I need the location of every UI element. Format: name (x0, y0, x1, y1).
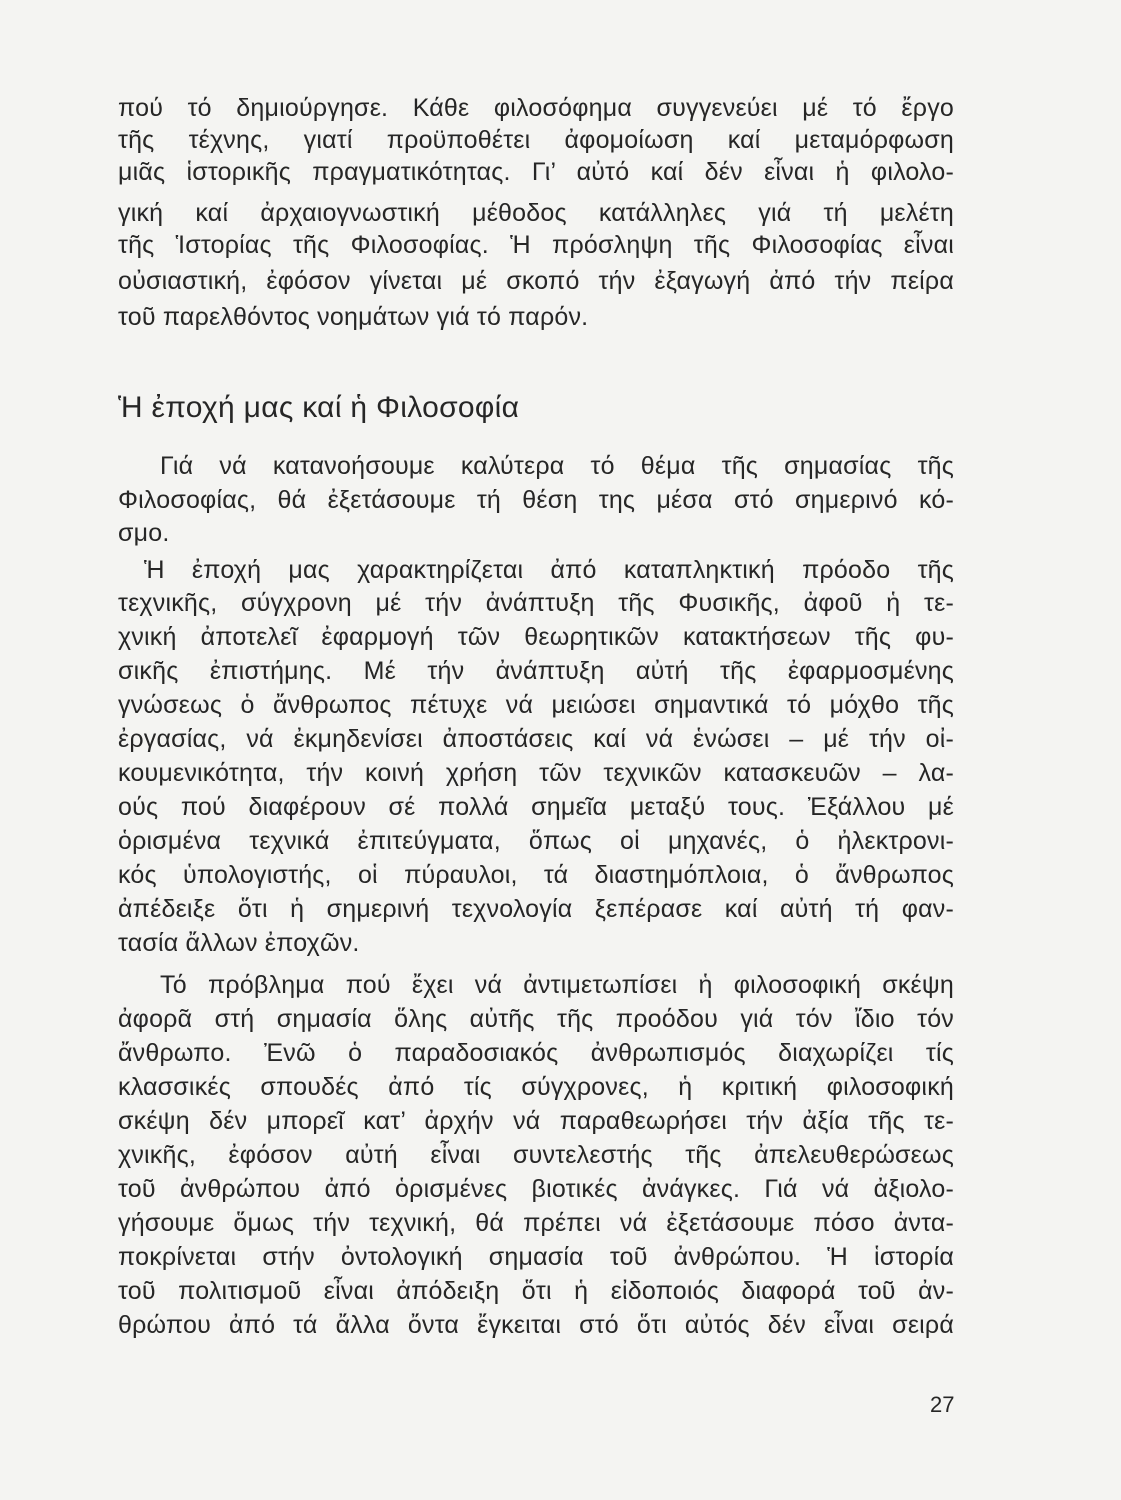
text-line: χνική ἀποτελεῖ ἐφαρμογή τῶν θεωρητικῶν κατακτήσεων τῆς φυ- (118, 623, 954, 651)
text-line: κλασσικές σπουδές ἀπό τίς σύγχρονες, ἡ κριτική φιλοσοφική (118, 1073, 954, 1101)
text-line: ἀφορᾶ στή σημασία ὅλης αὐτῆς τῆς προόδου γιά τόν ἴδιο τόν (118, 1005, 954, 1033)
text-line: σμο. (118, 519, 170, 547)
page-number: 27 (930, 1392, 955, 1417)
text-line: ποκρίνεται στήν ὀντολογική σημασία τοῦ ἀνθρώπου. Ἡ ἱστορία (118, 1243, 954, 1271)
text-line: γνώσεως ὁ ἄνθρωπος πέτυχε νά μειώσει σημαντικά τό μόχθο τῆς (118, 691, 954, 719)
text-line: Γιά νά κατανοήσουμε καλύτερα τό θέμα τῆς σημασίας τῆς (160, 452, 954, 480)
text-line: Τό πρόβλημα πού ἔχει νά ἀντιμετωπίσει ἡ φιλοσοφική σκέψη (160, 971, 954, 999)
text-line: τοῦ παρελθόντος νοημάτων γιά τό παρόν. (118, 303, 589, 331)
text-line: θρώπου ἀπό τά ἄλλα ὄντα ἔγκειται στό ὅτι αὐτός δέν εἶναι σειρά (118, 1311, 954, 1339)
text-line: Φιλοσοφίας, θά ἐξετάσουμε τή θέση της μέσα στό σημερινό κό- (118, 486, 954, 514)
section-heading: Ἡ ἐποχή μας καί ἡ Φιλοσοφία (118, 391, 520, 424)
text-line: ἄνθρωπο. Ἐνῶ ὁ παραδοσιακός ἀνθρωπισμός διαχωρίζει τίς (118, 1039, 954, 1067)
text-line: κουμενικότητα, τήν κοινή χρήση τῶν τεχνικῶν κατασκευῶν – λα- (118, 759, 954, 787)
text-line: ἐργασίας, νά ἐκμηδενίσει ἀποστάσεις καί νά ἑνώσει – μέ τήν οἰ- (118, 725, 954, 753)
text-line: τῆς Ἱστορίας τῆς Φιλοσοφίας. Ἡ πρόσληψη τῆς Φιλοσοφίας εἶναι (118, 231, 954, 259)
text-line: ἀπέδειξε ὅτι ἡ σημερινή τεχνολογία ξεπέρασε καί αὐτή τή φαν- (118, 895, 954, 923)
text-line: τεχνικῆς, σύγχρονη μέ τήν ἀνάπτυξη τῆς Φυσικῆς, ἀφοῦ ἡ τε- (118, 589, 954, 617)
text-line: πού τό δημιούργησε. Κάθε φιλοσόφημα συγγενεύει μέ τό ἔργο (118, 94, 954, 122)
text-line: μιᾶς ἱστορικῆς πραγματικότητας. Γι’ αὐτό καί δέν εἶναι ἡ φιλολο- (118, 158, 954, 186)
text-line: οὐσιαστική, ἐφόσον γίνεται μέ σκοπό τήν ἐξαγωγή ἀπό τήν πείρα (118, 267, 954, 295)
text-line: σκέψη δέν μπορεῖ κατ’ ἀρχήν νά παραθεωρήσει τήν ἀξία τῆς τε- (118, 1107, 954, 1135)
text-line: γική καί ἀρχαιογνωστική μέθοδος κατάλληλες γιά τή μελέτη (118, 199, 954, 227)
text-line: τοῦ πολιτισμοῦ εἶναι ἀπόδειξη ὅτι ἡ εἰδοποιός διαφορά τοῦ ἀν- (118, 1277, 954, 1305)
text-line: κός ὑπολογιστής, οἱ πύραυλοι, τά διαστημόπλοια, ὁ ἄνθρωπος (118, 861, 954, 889)
text-line: γήσουμε ὅμως τήν τεχνική, θά πρέπει νά ἐξετάσουμε πόσο ἀντα- (118, 1209, 954, 1237)
text-line: τῆς τέχνης, γιατί προϋποθέτει ἀφομοίωση καί μεταμόρφωση (118, 126, 954, 154)
text-line: Ἡ ἐποχή μας χαρακτηρίζεται ἀπό καταπληκτική πρόοδο τῆς (144, 556, 954, 584)
text-line: ὁρισμένα τεχνικά ἐπιτεύγματα, ὅπως οἱ μηχανές, ὁ ἠλεκτρονι- (118, 827, 954, 855)
text-line: τοῦ ἀνθρώπου ἀπό ὁρισμένες βιοτικές ἀνάγκες. Γιά νά ἀξιολο- (118, 1175, 954, 1203)
text-line: ούς πού διαφέρουν σέ πολλά σημεῖα μεταξύ τους. Ἐξάλλου μέ (118, 793, 954, 821)
text-line: τασία ἄλλων ἐποχῶν. (118, 929, 360, 957)
text-line: χνικῆς, ἐφόσον αὐτή εἶναι συντελεστής τῆς ἀπελευθερώσεως (118, 1141, 954, 1169)
text-line: σικῆς ἐπιστήμης. Μέ τήν ἀνάπτυξη αὐτή τῆς ἐφαρμοσμένης (118, 657, 954, 685)
